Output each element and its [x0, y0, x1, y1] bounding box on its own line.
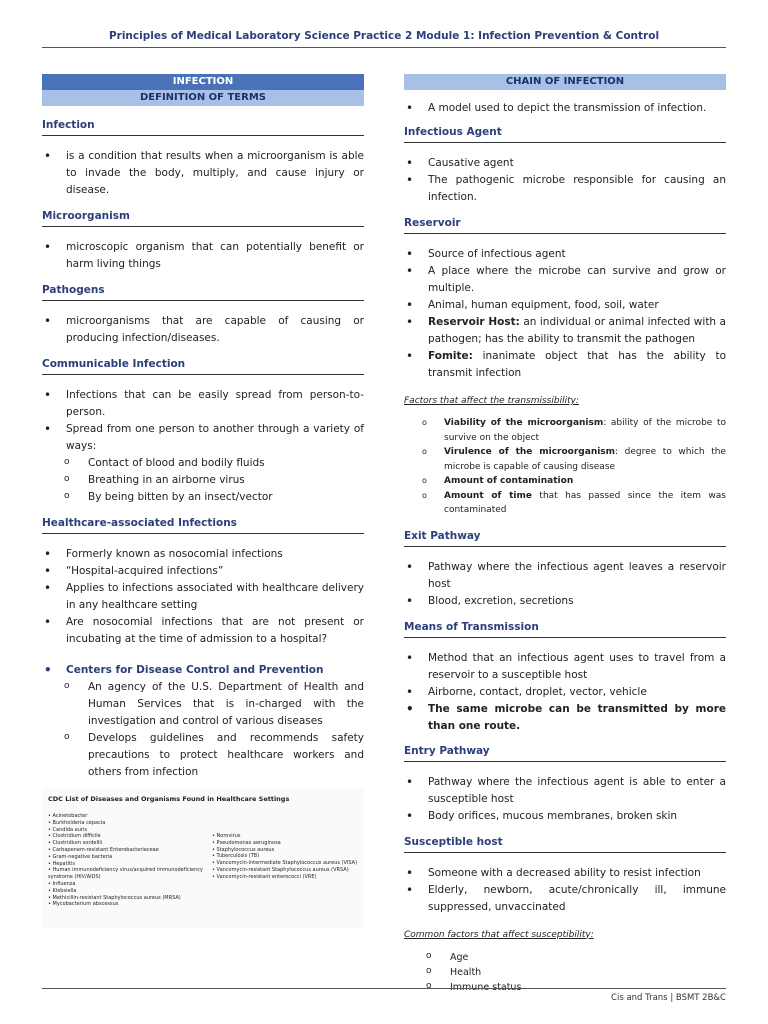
list-factors	[404, 416, 726, 518]
figure-item: • Hepatitis	[48, 861, 213, 868]
term-infection: Infection	[42, 119, 364, 136]
figure-title: CDC List of Diseases and Organisms Found in Healthcare Settings	[48, 795, 290, 803]
list-item: • Animal, human equipment, food, soil, water	[404, 297, 726, 314]
factor-label: Virulence of the microorganism	[444, 447, 616, 457]
figure-item: • Vancomycin-resistant Staphylococcus aureus (VRSA)	[212, 867, 362, 874]
list-means	[404, 650, 726, 735]
header-divider	[42, 47, 726, 48]
list-item-reservoir-host	[404, 314, 726, 348]
figure-item: • Vancomycin-resistant enterococci (VRE)	[212, 874, 362, 881]
list-item: • Infections that can be easily spread from person-to-person.	[42, 387, 364, 421]
figure-item: • Pseudomonas aeruginosa	[212, 840, 362, 847]
list-item: • “Hospital-acquired infections”	[42, 563, 364, 580]
page-header-title: Principles of Medical Laboratory Science Practice 2 Module 1: Infection Prevention & Control	[108, 30, 660, 42]
figure-item: • Tuberculosis (TB)	[212, 853, 362, 860]
figure-item: • Staphylococcus aureus	[212, 847, 362, 854]
term-exit-pathway: Exit Pathway	[404, 530, 726, 547]
figure-item: • Klebsiella	[48, 888, 213, 895]
list-item: • Pathway where the infectious agent is able to enter a susceptible host	[404, 774, 726, 808]
figure-item: • Acinetobacter	[48, 813, 213, 820]
term-communicable-infection: Communicable Infection	[42, 358, 364, 375]
list-cdc	[42, 662, 364, 679]
sub-list-item: o Immune status	[404, 980, 726, 995]
list-infection	[42, 148, 364, 199]
list-item: • The pathogenic microbe responsible for causing an infection.	[404, 172, 726, 206]
reservoir-host-text: an individual or animal infected with a pathogen; has the ability to transmit the pathogen	[428, 316, 726, 345]
list-item: • Applies to infections associated with healthcare delivery in any healthcare setting	[42, 580, 364, 614]
figure-item: • Mycobacterium abscessus	[48, 901, 213, 908]
list-pathogens	[42, 313, 364, 347]
right-column	[404, 74, 726, 995]
section-band-infection: INFECTION	[42, 74, 364, 90]
list-item: • A model used to depict the transmission of infection.	[404, 100, 726, 117]
figure-item: • Vancomycin-intermediate Staphylococcus aureus (VISA)	[212, 860, 362, 867]
list-item: • Spread from one person to another through a variety of ways:	[42, 421, 364, 455]
factor-item	[404, 489, 726, 518]
left-column	[42, 74, 364, 781]
list-item: • Source of infectious agent	[404, 246, 726, 263]
list-hai	[42, 546, 364, 648]
figure-item: • Gram-negative bacteria	[48, 854, 213, 861]
factor-label: Amount of time	[444, 490, 532, 501]
list-microorganism	[42, 239, 364, 273]
common-factors-title: Common factors that affect susceptibility:	[404, 929, 594, 940]
list-agent	[404, 155, 726, 206]
fomite-label: Fomite:	[428, 350, 473, 362]
factor-text: that has passed since the item was contaminated	[444, 490, 726, 515]
list-reservoir	[404, 246, 726, 382]
figure-item: • Candida auris	[48, 827, 213, 834]
list-item: • Are nosocomial infections that are not present or incubating at the time of admission to a hospital?	[42, 614, 364, 648]
list-item: • Body orifices, mucous membranes, broken skin	[404, 808, 726, 825]
list-item: • Someone with a decreased ability to resist infection	[404, 865, 726, 882]
term-pathogens: Pathogens	[42, 284, 364, 301]
term-entry-pathway: Entry Pathway	[404, 745, 726, 762]
list-item: • microscopic organism that can potentially benefit or harm living things	[42, 239, 364, 273]
figure-item: • Methicillin-resistant Staphylococcus aureus (MRSA)	[48, 895, 213, 902]
list-item: • Blood, excretion, secretions	[404, 593, 726, 610]
factor-item	[404, 416, 726, 445]
list-entry	[404, 774, 726, 825]
list-susceptible	[404, 865, 726, 916]
list-item: • A place where the microbe can survive and grow or multiple.	[404, 263, 726, 297]
figure-item: • Clostridium difficile	[48, 833, 213, 840]
sub-list-item: o Breathing in an airborne virus	[42, 472, 364, 489]
term-means-of-transmission: Means of Transmission	[404, 621, 726, 638]
sub-list-item: o Contact of blood and bodily fluids	[42, 455, 364, 472]
sub-list-item: o By being bitten by an insect/vector	[42, 489, 364, 506]
figure-column-1	[48, 813, 213, 908]
sub-list-item: o Develops guidelines and recommends safety precautions to protect healthcare workers and others from infection	[42, 730, 364, 781]
list-item: • Causative agent	[404, 155, 726, 172]
list-item: • The same microbe can be transmitted by more than one route.	[404, 701, 726, 735]
figure-item: • Carbapenem-resistant Enterobacteriaceae	[48, 847, 213, 854]
term-infectious-agent: Infectious Agent	[404, 126, 726, 143]
factor-label: Viability of the microorganism	[444, 418, 604, 428]
figure-column-2	[212, 833, 362, 881]
factor-item	[404, 445, 726, 474]
list-exit	[404, 559, 726, 610]
sub-list-item: o Health	[404, 965, 726, 980]
list-item: • Method that an infectious agent uses to travel from a reservoir to a susceptible host	[404, 650, 726, 684]
cdc-list-figure	[42, 788, 364, 928]
sub-list-item: o Age	[404, 950, 726, 965]
list-item: • Airborne, contact, droplet, vector, vehicle	[404, 684, 726, 701]
factor-text: : ability of the microbe to survive on the object	[444, 418, 726, 443]
term-healthcare-associated: Healthcare-associated Infections	[42, 517, 364, 534]
figure-item: • Human immunodeficiency virus/acquired immunodeficiency syndrome (HIV/AIDS)	[48, 867, 213, 881]
cdc-heading: • Centers for Disease Control and Prevention	[42, 662, 364, 679]
figure-item: • Norovirus	[212, 833, 362, 840]
sublist-cdc	[42, 679, 364, 781]
figure-item: • Burkholderia cepacia	[48, 820, 213, 827]
factor-item	[404, 474, 726, 489]
factor-label: Amount of contamination	[444, 476, 574, 486]
sub-list-item: o An agency of the U.S. Department of Health and Human Services that is in-charged with the investigation and control of various diseases	[42, 679, 364, 730]
factors-transmissibility-title: Factors that affect the transmissibility:	[404, 396, 579, 406]
sublist-communicable	[42, 455, 364, 506]
list-item-fomite	[404, 348, 726, 382]
list-communicable	[42, 387, 364, 455]
factor-text: : degree to which the microbe is capable of causing disease	[444, 447, 726, 472]
reservoir-host-label: Reservoir Host:	[428, 316, 520, 328]
figure-item: • Influenza	[48, 881, 213, 888]
footer-credit: Cis and Trans | BSMT 2B&C	[611, 993, 726, 1003]
list-item: • Formerly known as nosocomial infections	[42, 546, 364, 563]
fomite-text: inanimate object that has the ability to transmit infection	[428, 350, 726, 379]
figure-item: • Clostridium sordellii	[48, 840, 213, 847]
term-microorganism: Microorganism	[42, 210, 364, 227]
list-item: • Elderly, newborn, acute/chronically ill, immune suppressed, unvaccinated	[404, 882, 726, 916]
term-reservoir: Reservoir	[404, 217, 726, 234]
section-band-definitions: DEFINITION OF TERMS	[42, 90, 364, 106]
term-susceptible-host: Susceptible host	[404, 836, 726, 853]
list-chain-intro	[404, 100, 726, 117]
footer-divider	[42, 988, 726, 989]
list-item: • microorganisms that are capable of causing or producing infection/diseases.	[42, 313, 364, 347]
section-band-chain: CHAIN OF INFECTION	[404, 74, 726, 90]
list-item: • is a condition that results when a microorganism is able to invade the body, multiply, and cause injury or disease.	[42, 148, 364, 199]
list-item: • Pathway where the infectious agent leaves a reservoir host	[404, 559, 726, 593]
